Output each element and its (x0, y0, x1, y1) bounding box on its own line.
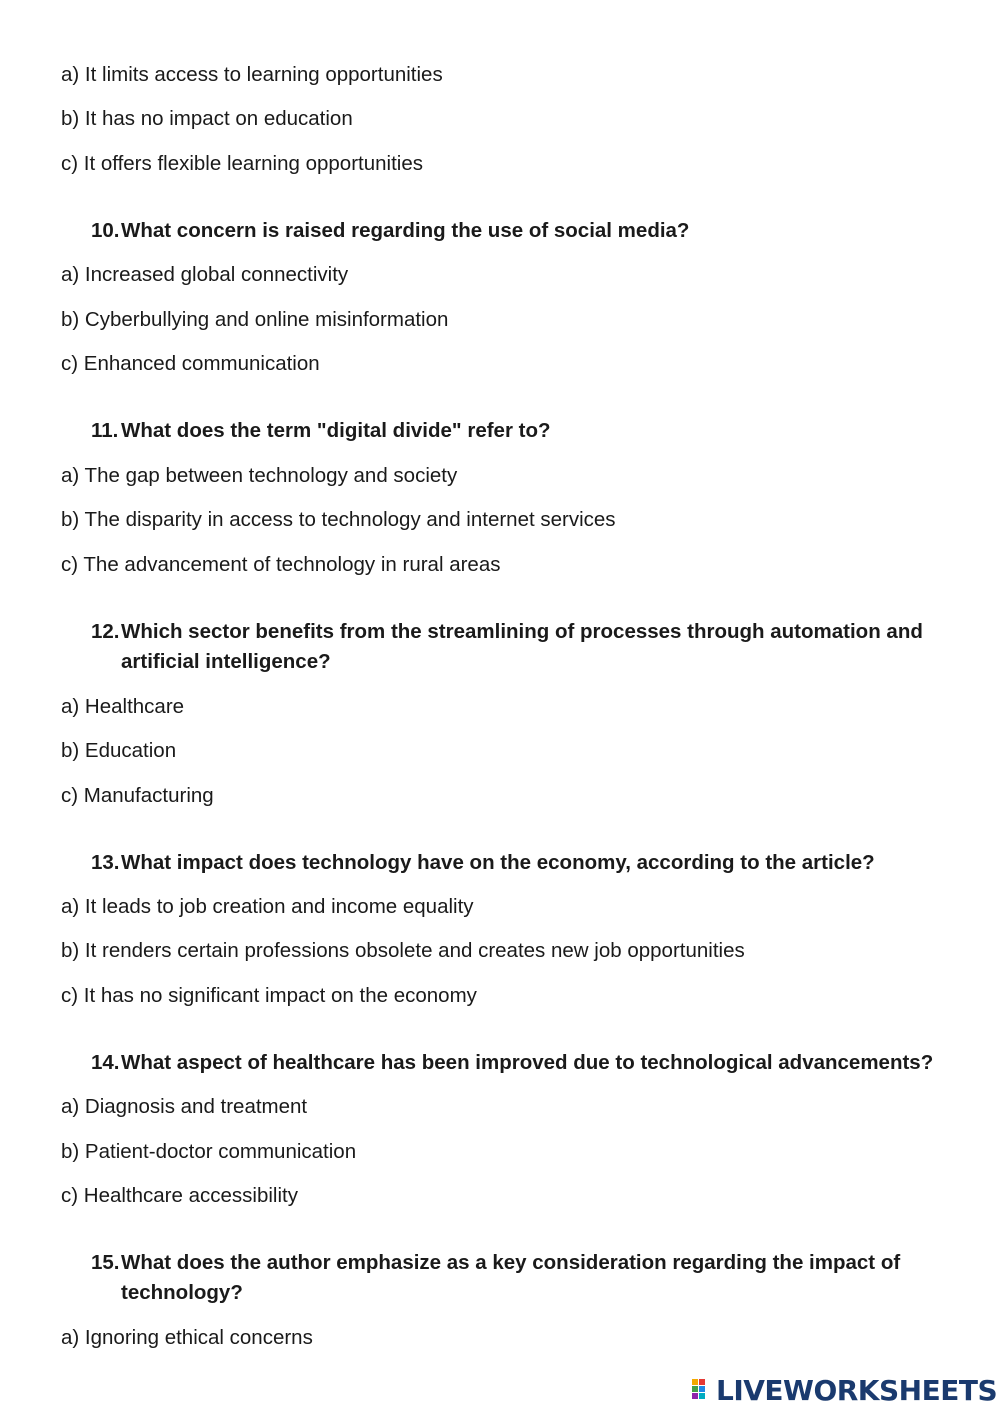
question-text: What aspect of healthcare has been improved due to technological advancements? (121, 1051, 934, 1074)
question-14 (91, 1048, 933, 1078)
question-12 (91, 617, 923, 677)
option-text: a) Increased global connectivity (61, 263, 349, 286)
question-text: What concern is raised regarding the use of social media? (121, 219, 690, 242)
question-number: 13. (91, 851, 120, 874)
question-text: What does the term "digital divide" refer to? (121, 419, 551, 442)
option-text: b) Cyberbullying and online misinformation (61, 308, 449, 331)
option-text: c) It has no significant impact on the economy (61, 984, 477, 1007)
question-text: What impact does technology have on the economy, according to the article? (121, 851, 875, 874)
question-number: 14. (91, 1051, 120, 1074)
question-text: What does the author emphasize as a key consideration regarding the impact of (121, 1251, 901, 1274)
option-text: b) It has no impact on education (61, 107, 353, 130)
question-number: 11. (91, 419, 119, 442)
option-text: b) It renders certain professions obsolete and creates new job opportunities (61, 939, 745, 962)
option-text: c) Enhanced communication (61, 352, 320, 375)
question-11 (91, 416, 551, 446)
option-text: c) It offers flexible learning opportunities (61, 152, 423, 175)
liveworksheets-logo (692, 1374, 997, 1406)
question-15 (91, 1248, 900, 1308)
logo-mark-icon (692, 1377, 714, 1403)
question-text-continued: artificial intelligence? (121, 650, 331, 673)
question-text-continued: technology? (121, 1281, 243, 1304)
option-text: c) Manufacturing (61, 784, 214, 807)
option-text: b) Patient-doctor communication (61, 1140, 357, 1163)
question-number: 10. (91, 219, 120, 242)
option-text: a) The gap between technology and society (61, 464, 458, 487)
question-10 (91, 216, 689, 246)
option-text: a) Ignoring ethical concerns (61, 1326, 313, 1349)
logo-text: LIVEWORKSHEETS (716, 1373, 998, 1407)
question-text: Which sector benefits from the streamlining of processes through automation and (121, 620, 923, 643)
option-text: c) Healthcare accessibility (61, 1184, 298, 1207)
option-text: a) It limits access to learning opportunities (61, 63, 443, 86)
option-text: b) The disparity in access to technology and internet services (61, 508, 616, 531)
option-text: c) The advancement of technology in rural areas (61, 553, 501, 576)
question-number: 12. (91, 620, 120, 643)
question-13 (91, 848, 875, 878)
option-text: a) It leads to job creation and income equality (61, 895, 474, 918)
question-number: 15. (91, 1251, 120, 1274)
option-text: a) Healthcare (61, 695, 185, 718)
option-text: b) Education (61, 739, 177, 762)
option-text: a) Diagnosis and treatment (61, 1095, 308, 1118)
